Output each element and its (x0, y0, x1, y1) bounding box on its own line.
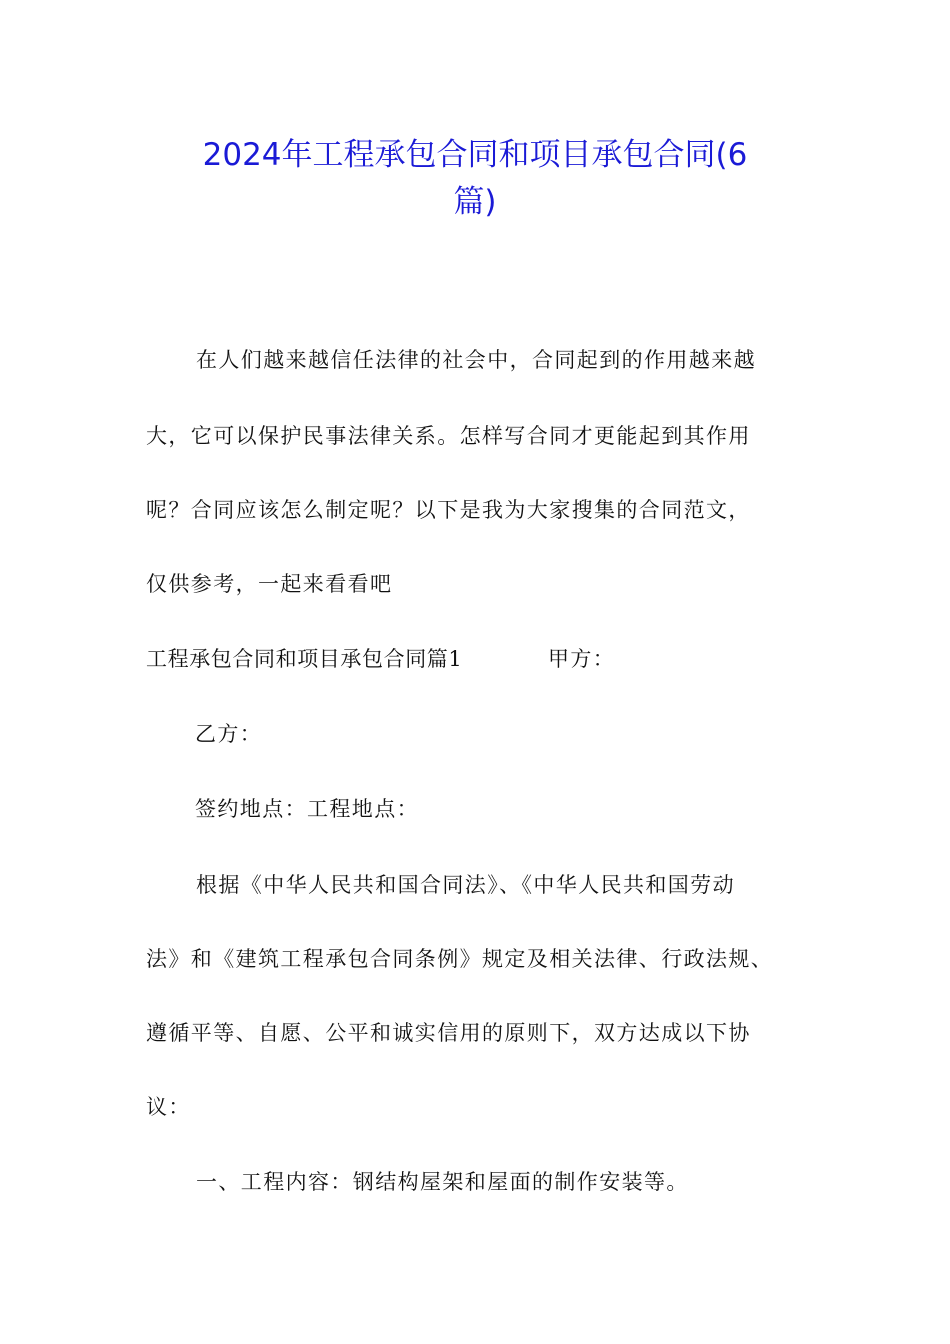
basis-line-2: 法》和《建筑工程承包合同条例》规定及相关法律、行政法规、 (146, 947, 774, 971)
intro-line-3: 呢？合同应该怎么制定呢？以下是我为大家搜集的合同范文， (146, 498, 751, 522)
basis-line-3: 遵循平等、自愿、公平和诚实信用的原则下，双方达成以下协 (146, 1021, 751, 1045)
party-b-label: 乙方： (195, 722, 263, 746)
document-title-line-1: 2024年工程承包合同和项目承包合同(6 (202, 137, 748, 173)
basis-line-4: 议： (146, 1095, 191, 1119)
party-a-label: 甲方： (548, 647, 616, 671)
intro-line-2: 大，它可以保护民事法律关系。怎样写合同才更能起到其作用 (146, 424, 751, 448)
basis-line-1: 根据《中华人民共和国合同法》、《中华人民共和国劳动 (196, 873, 735, 897)
signing-place-label: 签约地点：工程地点： (195, 797, 419, 821)
section-heading: 工程承包合同和项目承包合同篇1 (146, 647, 463, 671)
intro-line-4: 仅供参考，一起来看看吧 (146, 572, 393, 596)
clause-1: 一、工程内容：钢结构屋架和屋面的制作安装等。 (196, 1170, 689, 1194)
document-title-line-2: 篇) (453, 184, 497, 220)
intro-line-1: 在人们越来越信任法律的社会中，合同起到的作用越来越 (196, 348, 756, 372)
